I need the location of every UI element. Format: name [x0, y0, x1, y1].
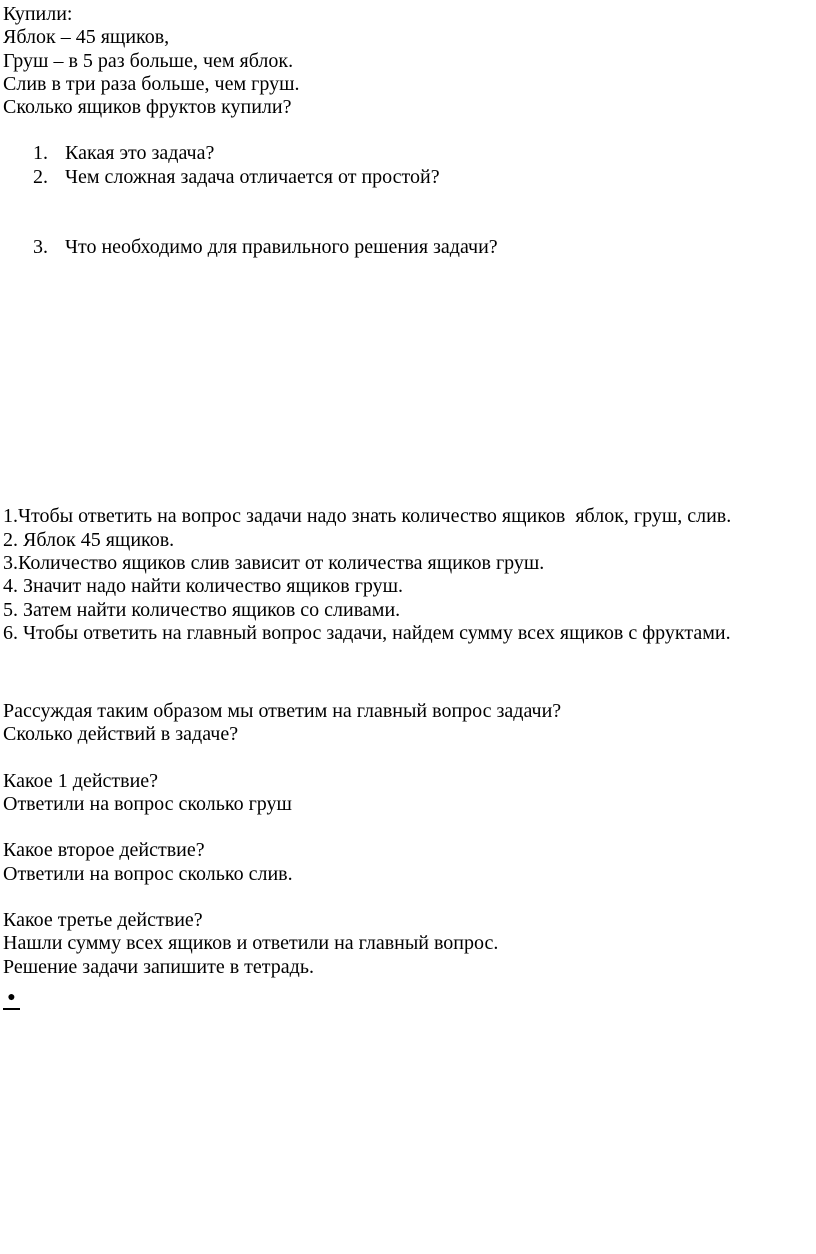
- blank-line: [3, 816, 816, 839]
- question-item: [3, 142, 816, 165]
- text-line: Купили:: [3, 3, 73, 25]
- list-number: 2.: [33, 165, 48, 188]
- blank-line: [3, 886, 816, 909]
- question-text: Какая это задача?: [65, 142, 215, 165]
- reasoning-step: 4. Значит надо найти количество ящиков груш.: [3, 575, 404, 598]
- blank-line: [3, 747, 816, 770]
- question-list: [3, 142, 816, 189]
- problem-statement: [3, 3, 816, 119]
- question-item: [3, 236, 816, 259]
- blank-lines: [3, 645, 816, 700]
- list-number: 1.: [33, 142, 48, 165]
- discussion-paragraph: [3, 839, 816, 886]
- reasoning-step: 5. Затем найти количество ящиков со сливами.: [3, 598, 401, 621]
- text-line: Сколько ящиков фруктов купили?: [3, 96, 292, 119]
- text-line: Яблок – 45 ящиков,: [3, 26, 170, 49]
- blank-line: [3, 119, 816, 142]
- discussion-paragraph: [3, 909, 816, 979]
- discussion-paragraph: [3, 700, 816, 747]
- text-line: Ответили на вопрос сколько слив.: [3, 862, 293, 885]
- discussion-paragraph: [3, 770, 816, 817]
- blank-region: [3, 259, 816, 505]
- reasoning-step: 3.Количество ящиков слив зависит от количества ящиков груш.: [3, 551, 545, 574]
- blank-lines: [3, 189, 816, 236]
- bullet-line: [3, 984, 816, 1010]
- reasoning-step: 1.Чтобы ответить на вопрос задачи надо знать количество ящиков яблок, груш, слив.: [3, 505, 732, 528]
- reasoning-step: 2. Яблок 45 ящиков.: [3, 528, 175, 551]
- text-line: Ответили на вопрос сколько груш: [3, 793, 292, 816]
- text-line: Рассуждая таким образом мы ответим на главный вопрос задачи?: [3, 700, 562, 723]
- text-line: Какое 1 действие?: [3, 769, 159, 792]
- text-line: Груш – в 5 раз больше, чем яблок.: [3, 49, 294, 72]
- text-line: Решение задачи запишите в тетрадь.: [3, 955, 314, 978]
- discussion: [3, 700, 816, 1010]
- reasoning-list: [3, 505, 816, 645]
- reasoning-step: 6. Чтобы ответить на главный вопрос задачи, найдем сумму всех ящиков с фруктами.: [3, 621, 731, 644]
- text-line: Нашли сумму всех ящиков и ответили на главный вопрос.: [3, 932, 499, 955]
- question-text: Что необходимо для правильного решения задачи?: [65, 236, 498, 259]
- text-line: Какое третье действие?: [3, 908, 203, 931]
- text-line: Какое второе действие?: [3, 839, 205, 862]
- list-number: 3.: [33, 236, 48, 259]
- text-line: Слив в три раза больше, чем груш.: [3, 72, 300, 95]
- text-line: Сколько действий в задаче?: [3, 723, 239, 746]
- question-item: [3, 166, 816, 189]
- question-text: Чем сложная задача отличается от простой?: [65, 165, 440, 188]
- bullet-marker: ●: [3, 989, 20, 1010]
